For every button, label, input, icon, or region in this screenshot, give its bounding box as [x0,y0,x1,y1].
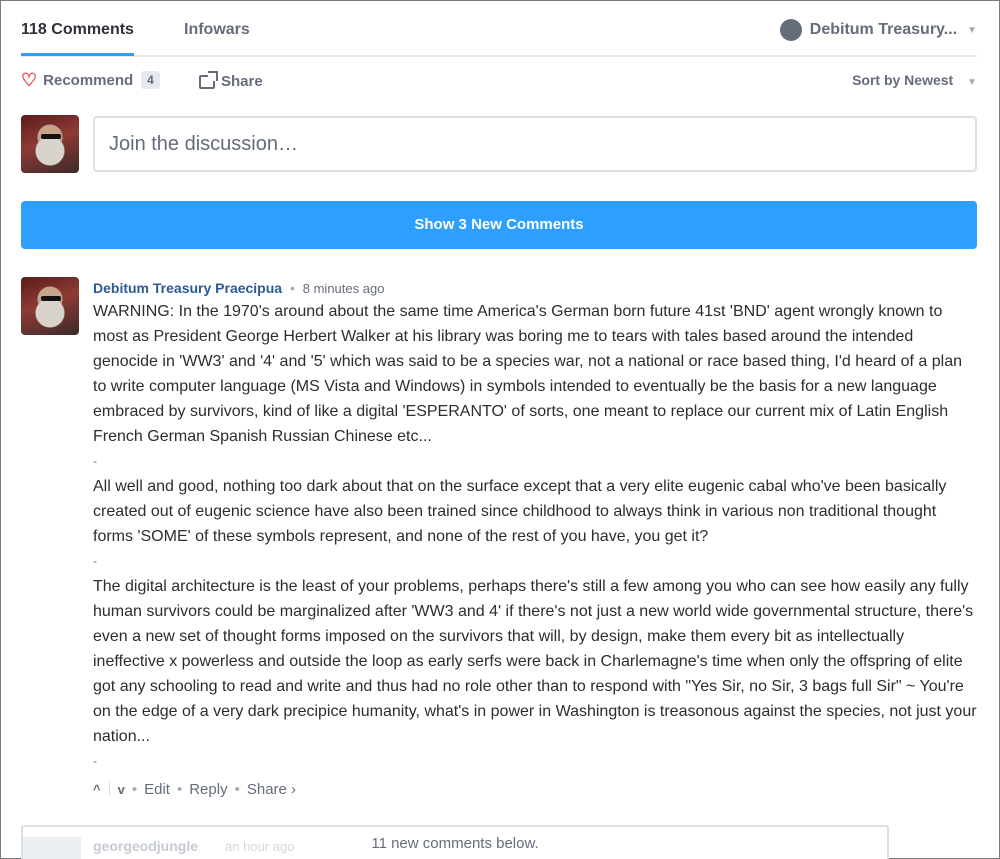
sort-dropdown[interactable] [852,72,977,88]
footer-dot: • [131,780,138,798]
comment-time: an hour ago [225,839,295,854]
footer-dot: • [176,780,183,798]
tab-comments[interactable]: 118 Comments [21,21,134,56]
comment-author: georgeodjungle [93,838,198,854]
edit-link[interactable]: Edit [144,780,170,798]
bullet-separator: • [289,280,295,296]
sort-label: Sort by Newest [852,72,954,88]
paragraph-separator: - [93,554,97,568]
recommend-button[interactable] [21,71,160,89]
paragraph-separator: - [93,754,97,768]
comment-author[interactable]: Debitum Treasury Praecipua [93,280,283,296]
paragraph-separator: - [93,454,97,468]
comment-composer [21,115,977,173]
reply-link[interactable]: Reply [189,780,228,798]
avatar[interactable] [21,115,79,173]
user-name: Debitum Treasury... [809,21,958,38]
downvote-icon[interactable]: v [117,781,125,797]
tab-community[interactable]: Infowars [184,21,250,38]
comment-paragraph: All well and good, nothing too dark about that on the surface except that a very elite eugenic cabal who've been basically created out of eugenic science have also been trained since childhood to always think in various non traditional thought forms 'SOME' of these symbols represent, and none of the rest of you have, you get it? [93,478,947,545]
comment-text [93,299,977,774]
comment-footer [93,776,977,802]
comments-nav [21,1,977,57]
user-avatar [780,19,802,41]
vote-divider [109,782,110,796]
share-link[interactable]: Share › [246,780,297,798]
discussion-input[interactable]: Join the discussion… [93,116,977,172]
recommend-label: Recommend [43,71,134,89]
share-button[interactable] [199,73,263,90]
recommend-count: 4 [141,71,160,89]
upvote-icon[interactable]: ^ [93,781,101,797]
comment-body [93,277,977,802]
comment-paragraph: WARNING: In the 1970's around about the same time America's German born future 41st 'BND' agent wrongly known to most as President George Herbert Walker at his library was boring me to tears with tales based around the intended genocide in 'WW3' and '4' and '5' which was said to be a species war, not a national or race based thing, I'd heard of a plan to write computer language (MS Vista and Windows) in symbols intended to eventually be the basis for a new language embraced by survivors, kind of like a digital 'ESPERANTO' of sorts, one meant to replace our current mix of Latin English French German Spanish Russian Chinese etc... [93,303,963,445]
show-new-comments-button[interactable]: Show 3 New Comments [21,201,977,249]
footer-dot: • [234,780,240,798]
comment-paragraph: The digital architecture is the least of your problems, perhaps there's still a few among you who can see how easily any fully human survivors could be marginalized after 'WW3 and 4' if there's not just a new world wide governmental structure, there's even a new set of thought forms imposed on the survivors that will, by design, make them every bit as intellectually ineffective x powerless and outside the loop as early serfs were back in Charlemagne's time when only the offspring of elite got any schooling to read and write and thus had no role other than to respond with "Yes Sir, no Sir, 3 bags full Sir" ~ You're on the edge of a very dark precipice humanity, what's in power in Washington is treasonous against the species, not just your nation... [93,578,977,745]
comment-header [93,277,977,299]
new-comments-below-notice[interactable] [21,825,889,859]
chevron-down-icon: ▼ [967,24,977,36]
share-label: Share [221,73,263,90]
new-comments-below-label: 11 new comments below. [371,835,539,852]
heart-icon: ♡ [21,70,38,90]
user-menu[interactable] [780,19,977,41]
discussion-toolbar [21,69,977,95]
chevron-down-icon: ▼ [967,77,977,88]
comment-time[interactable]: 8 minutes ago [302,281,385,296]
avatar[interactable] [21,277,79,335]
share-icon [199,75,215,89]
